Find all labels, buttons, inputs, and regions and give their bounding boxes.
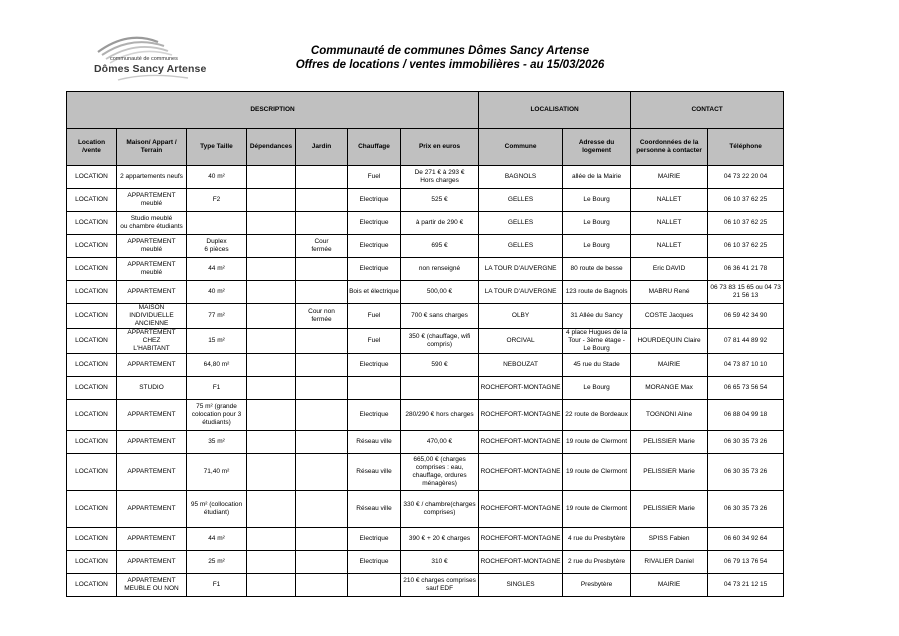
cell-location-vente: LOCATION <box>67 377 117 400</box>
cell-jardin <box>296 189 348 212</box>
cell-prix: 470,00 € <box>401 431 479 454</box>
logo-brand: Dômes Sancy Artense <box>94 63 207 75</box>
cell-jardin <box>296 212 348 235</box>
cell-location-vente: LOCATION <box>67 281 117 304</box>
cell-contact: HOURDEQUIN Claire <box>631 329 708 354</box>
col-header-telephone: Téléphone <box>708 129 784 166</box>
table-row <box>67 166 784 189</box>
table-row <box>67 354 784 377</box>
cell-type-bien: APPARTEMENT meublé <box>117 258 187 281</box>
cell-contact: PELISSIER Marie <box>631 431 708 454</box>
cell-chauffage <box>348 377 401 400</box>
cell-type-taille: 71,40 m² <box>187 454 247 491</box>
cell-jardin <box>296 551 348 574</box>
cell-adresse: 2 rue du Presbytère <box>563 551 631 574</box>
cell-jardin <box>296 377 348 400</box>
cell-telephone: 06 30 35 73 26 <box>708 431 784 454</box>
col-header-location-vente: Location /vente <box>67 129 117 166</box>
cell-commune: ROCHEFORT-MONTAGNE <box>479 377 563 400</box>
cell-jardin <box>296 431 348 454</box>
cell-chauffage: Electrique <box>348 528 401 551</box>
cell-prix: 280/290 € hors charges <box>401 400 479 431</box>
cell-jardin <box>296 354 348 377</box>
cell-type-taille: 64,80 m² <box>187 354 247 377</box>
cell-chauffage: Electrique <box>348 258 401 281</box>
cell-telephone: 04 73 87 10 10 <box>708 354 784 377</box>
cell-jardin <box>296 454 348 491</box>
cell-type-bien: APPARTEMENT <box>117 528 187 551</box>
cell-chauffage: Fuel <box>348 329 401 354</box>
cell-type-bien: APPARTEMENT <box>117 491 187 528</box>
table-row <box>67 528 784 551</box>
cell-type-taille: 40 m² <box>187 281 247 304</box>
cell-telephone: 06 65 73 56 54 <box>708 377 784 400</box>
cell-dependances <box>247 491 296 528</box>
cell-telephone: 06 30 35 73 26 <box>708 454 784 491</box>
col-header-type-bien: Maison/ Appart / Terrain <box>117 129 187 166</box>
cell-location-vente: LOCATION <box>67 551 117 574</box>
cell-type-bien: Studio meublé ou chambre étudiants <box>117 212 187 235</box>
cell-type-bien: APPARTEMENT <box>117 551 187 574</box>
cell-telephone: 04 73 22 20 04 <box>708 166 784 189</box>
cell-adresse: 19 route de Clermont <box>563 491 631 528</box>
cell-prix: 665,00 € (charges comprises : eau, chauffage, ordures ménagères) <box>401 454 479 491</box>
page-subtitle: Offres de locations / ventes immobilières - au 15/03/2026 <box>295 59 605 71</box>
table-row <box>67 304 784 329</box>
cell-dependances <box>247 304 296 329</box>
cell-prix <box>401 377 479 400</box>
cell-type-taille: 35 m² <box>187 431 247 454</box>
cell-prix: 310 € <box>401 551 479 574</box>
cell-telephone: 06 73 83 15 65 ou 04 73 21 56 13 <box>708 281 784 304</box>
cell-contact: MABRU René <box>631 281 708 304</box>
page-title: Communauté de communes Dômes Sancy Artense <box>310 45 590 57</box>
cell-location-vente: LOCATION <box>67 431 117 454</box>
cell-prix: 590 € <box>401 354 479 377</box>
cell-chauffage: Fuel <box>348 304 401 329</box>
cell-adresse: 19 route de Clermont <box>563 454 631 491</box>
cell-commune: ROCHEFORT-MONTAGNE <box>479 528 563 551</box>
cell-telephone: 06 36 41 21 78 <box>708 258 784 281</box>
cell-prix: non renseigné <box>401 258 479 281</box>
cell-adresse: 22 route de Bordeaux <box>563 400 631 431</box>
cell-type-taille: 40 m² <box>187 166 247 189</box>
cell-type-taille: 25 m² <box>187 551 247 574</box>
table-row <box>67 329 784 354</box>
table-body <box>67 166 784 597</box>
col-header-type-taille: Type Taille <box>187 129 247 166</box>
cell-prix: 210 € charges comprises sauf EDF <box>401 574 479 597</box>
table-row <box>67 454 784 491</box>
cell-jardin <box>296 528 348 551</box>
cell-telephone: 06 10 37 62 25 <box>708 235 784 258</box>
cell-type-bien: APPARTEMENT CHEZ L'HABITANT <box>117 329 187 354</box>
cell-contact: MAIRIE <box>631 574 708 597</box>
cell-contact: COSTE Jacques <box>631 304 708 329</box>
cell-jardin <box>296 574 348 597</box>
group-localisation: LOCALISATION <box>479 92 631 129</box>
group-description: DESCRIPTION <box>67 92 479 129</box>
cell-dependances <box>247 377 296 400</box>
cell-contact: PELISSIER Marie <box>631 454 708 491</box>
group-header-row <box>67 92 784 129</box>
cell-commune: OLBY <box>479 304 563 329</box>
cell-prix: 390 € + 20 € charges <box>401 528 479 551</box>
cell-commune: ORCIVAL <box>479 329 563 354</box>
cell-dependances <box>247 281 296 304</box>
cell-type-bien: APPARTEMENT <box>117 400 187 431</box>
cell-type-bien: 2 appartements neufs <box>117 166 187 189</box>
cell-location-vente: LOCATION <box>67 528 117 551</box>
group-contact: CONTACT <box>631 92 784 129</box>
cell-type-taille: 44 m² <box>187 258 247 281</box>
cell-prix: 695 € <box>401 235 479 258</box>
cell-telephone: 06 59 42 34 90 <box>708 304 784 329</box>
cell-dependances <box>247 235 296 258</box>
cell-prix: 500,00 € <box>401 281 479 304</box>
cell-type-taille <box>187 212 247 235</box>
cell-contact: PELISSIER Marie <box>631 491 708 528</box>
cell-adresse: 19 route de Clermont <box>563 431 631 454</box>
column-header-row <box>67 129 784 166</box>
cell-chauffage <box>348 574 401 597</box>
table-row <box>67 431 784 454</box>
cell-commune: GELLES <box>479 189 563 212</box>
cell-jardin: Cour non fermée <box>296 304 348 329</box>
cell-jardin <box>296 166 348 189</box>
table-row <box>67 574 784 597</box>
cell-chauffage: Fuel <box>348 166 401 189</box>
cell-prix: 350 € (chauffage, wifi compris) <box>401 329 479 354</box>
cell-commune: BAGNOLS <box>479 166 563 189</box>
cell-commune: NEBOUZAT <box>479 354 563 377</box>
logo-tagline: communauté de communes <box>110 56 178 62</box>
cell-type-taille: 95 m² (collocation étudiant) <box>187 491 247 528</box>
col-header-adresse: Adresse du logement <box>563 129 631 166</box>
cell-chauffage: Bois et électrique <box>348 281 401 304</box>
cell-location-vente: LOCATION <box>67 212 117 235</box>
cell-adresse: Le Bourg <box>563 235 631 258</box>
cell-dependances <box>247 454 296 491</box>
cell-type-taille: F1 <box>187 574 247 597</box>
cell-dependances <box>247 354 296 377</box>
cell-prix: 330 € / chambre(charges comprises) <box>401 491 479 528</box>
cell-type-taille: Duplex 6 pièces <box>187 235 247 258</box>
col-header-commune: Commune <box>479 129 563 166</box>
cell-jardin: Cour fermée <box>296 235 348 258</box>
cell-contact: Eric DAVID <box>631 258 708 281</box>
cell-commune: ROCHEFORT-MONTAGNE <box>479 400 563 431</box>
cell-contact: MAIRIE <box>631 166 708 189</box>
table-row <box>67 281 784 304</box>
cell-type-taille: 77 m² <box>187 304 247 329</box>
cell-commune: ROCHEFORT-MONTAGNE <box>479 491 563 528</box>
cell-dependances <box>247 258 296 281</box>
cell-location-vente: LOCATION <box>67 189 117 212</box>
cell-type-bien: MAISON INDIVIDUELLE ANCIENNE <box>117 304 187 329</box>
cell-type-bien: APPARTEMENT meublé <box>117 189 187 212</box>
cell-location-vente: LOCATION <box>67 491 117 528</box>
cell-chauffage: Réseau ville <box>348 454 401 491</box>
cell-telephone: 06 79 13 76 54 <box>708 551 784 574</box>
cell-type-taille: 75 m² (grande colocation pour 3 étudiants) <box>187 400 247 431</box>
cell-type-bien: APPARTEMENT <box>117 454 187 491</box>
cell-adresse: 45 rue du Stade <box>563 354 631 377</box>
table-row <box>67 212 784 235</box>
cell-type-bien: APPARTEMENT <box>117 354 187 377</box>
cell-dependances <box>247 431 296 454</box>
cell-adresse: allée de la Mairie <box>563 166 631 189</box>
cell-commune: GELLES <box>479 235 563 258</box>
cell-adresse: Le Bourg <box>563 212 631 235</box>
cell-contact: SPISS Fabien <box>631 528 708 551</box>
cell-contact: TOGNONI Aline <box>631 400 708 431</box>
cell-prix: 700 € sans charges <box>401 304 479 329</box>
table-row <box>67 551 784 574</box>
cell-type-bien: APPARTEMENT <box>117 281 187 304</box>
cell-type-bien: STUDIO <box>117 377 187 400</box>
cell-chauffage: Electrique <box>348 189 401 212</box>
cell-dependances <box>247 212 296 235</box>
col-header-jardin: Jardin <box>296 129 348 166</box>
col-header-chauffage: Chauffage <box>348 129 401 166</box>
cell-type-bien: APPARTEMENT meublé <box>117 235 187 258</box>
cell-commune: ROCHEFORT-MONTAGNE <box>479 431 563 454</box>
cell-telephone: 06 60 34 92 64 <box>708 528 784 551</box>
cell-telephone: 07 81 44 89 92 <box>708 329 784 354</box>
cell-prix: 525 € <box>401 189 479 212</box>
cell-location-vente: LOCATION <box>67 454 117 491</box>
cell-jardin <box>296 281 348 304</box>
cell-dependances <box>247 329 296 354</box>
cell-commune: GELLES <box>479 212 563 235</box>
col-header-prix: Prix en euros <box>401 129 479 166</box>
cell-chauffage: Electrique <box>348 400 401 431</box>
cell-telephone: 06 30 35 73 26 <box>708 491 784 528</box>
logo <box>88 32 207 84</box>
cell-contact: RIVALIER Daniel <box>631 551 708 574</box>
cell-type-bien: APPARTEMENT <box>117 431 187 454</box>
cell-dependances <box>247 528 296 551</box>
cell-dependances <box>247 189 296 212</box>
cell-type-bien: APPARTEMENT MEUBLE OU NON <box>117 574 187 597</box>
cell-location-vente: LOCATION <box>67 400 117 431</box>
cell-location-vente: LOCATION <box>67 304 117 329</box>
cell-telephone: 06 88 04 99 18 <box>708 400 784 431</box>
cell-contact: MORANGE Max <box>631 377 708 400</box>
cell-type-taille: F1 <box>187 377 247 400</box>
cell-adresse: Presbytère <box>563 574 631 597</box>
cell-location-vente: LOCATION <box>67 354 117 377</box>
cell-commune: LA TOUR D'AUVERGNE <box>479 258 563 281</box>
cell-telephone: 06 10 37 62 25 <box>708 212 784 235</box>
cell-location-vente: LOCATION <box>67 166 117 189</box>
cell-jardin <box>296 491 348 528</box>
cell-location-vente: LOCATION <box>67 258 117 281</box>
cell-jardin <box>296 400 348 431</box>
cell-jardin <box>296 258 348 281</box>
cell-prix: De 271 € à 293 € Hors charges <box>401 166 479 189</box>
cell-chauffage: Electrique <box>348 551 401 574</box>
cell-dependances <box>247 166 296 189</box>
table-row <box>67 189 784 212</box>
cell-adresse: 4 place Hugues de la Tour - 3ème étage - Le Bourg <box>563 329 631 354</box>
table-row <box>67 235 784 258</box>
cell-dependances <box>247 551 296 574</box>
cell-chauffage: Réseau ville <box>348 491 401 528</box>
cell-type-taille: 15 m² <box>187 329 247 354</box>
cell-telephone: 06 10 37 62 25 <box>708 189 784 212</box>
cell-contact: NALLET <box>631 235 708 258</box>
cell-location-vente: LOCATION <box>67 235 117 258</box>
cell-commune: LA TOUR D'AUVERGNE <box>479 281 563 304</box>
cell-telephone: 04 73 21 12 15 <box>708 574 784 597</box>
cell-commune: ROCHEFORT-MONTAGNE <box>479 551 563 574</box>
col-header-coordonnees: Coordonnées de la personne à contacter <box>631 129 708 166</box>
cell-jardin <box>296 329 348 354</box>
cell-commune: SINGLES <box>479 574 563 597</box>
cell-location-vente: LOCATION <box>67 329 117 354</box>
cell-adresse: Le Bourg <box>563 377 631 400</box>
cell-adresse: Le Bourg <box>563 189 631 212</box>
cell-adresse: 123 route de Bagnols <box>563 281 631 304</box>
cell-type-taille: 44 m² <box>187 528 247 551</box>
table-row <box>67 258 784 281</box>
table-row <box>67 377 784 400</box>
cell-adresse: 31 Allée du Sancy <box>563 304 631 329</box>
cell-chauffage: Electrique <box>348 212 401 235</box>
cell-location-vente: LOCATION <box>67 574 117 597</box>
cell-type-taille: F2 <box>187 189 247 212</box>
cell-chauffage: Réseau ville <box>348 431 401 454</box>
table-row <box>67 491 784 528</box>
cell-dependances <box>247 574 296 597</box>
col-header-dependances: Dépendances <box>247 129 296 166</box>
cell-contact: MAIRIE <box>631 354 708 377</box>
table-row <box>67 400 784 431</box>
cell-chauffage: Electrique <box>348 354 401 377</box>
cell-commune: ROCHEFORT-MONTAGNE <box>479 454 563 491</box>
cell-adresse: 4 rue du Presbytère <box>563 528 631 551</box>
listings-table <box>66 91 784 597</box>
cell-contact: NALLET <box>631 212 708 235</box>
cell-adresse: 80 route de besse <box>563 258 631 281</box>
cell-prix: à partir de 290 € <box>401 212 479 235</box>
cell-dependances <box>247 400 296 431</box>
cell-chauffage: Electrique <box>348 235 401 258</box>
cell-contact: NALLET <box>631 189 708 212</box>
